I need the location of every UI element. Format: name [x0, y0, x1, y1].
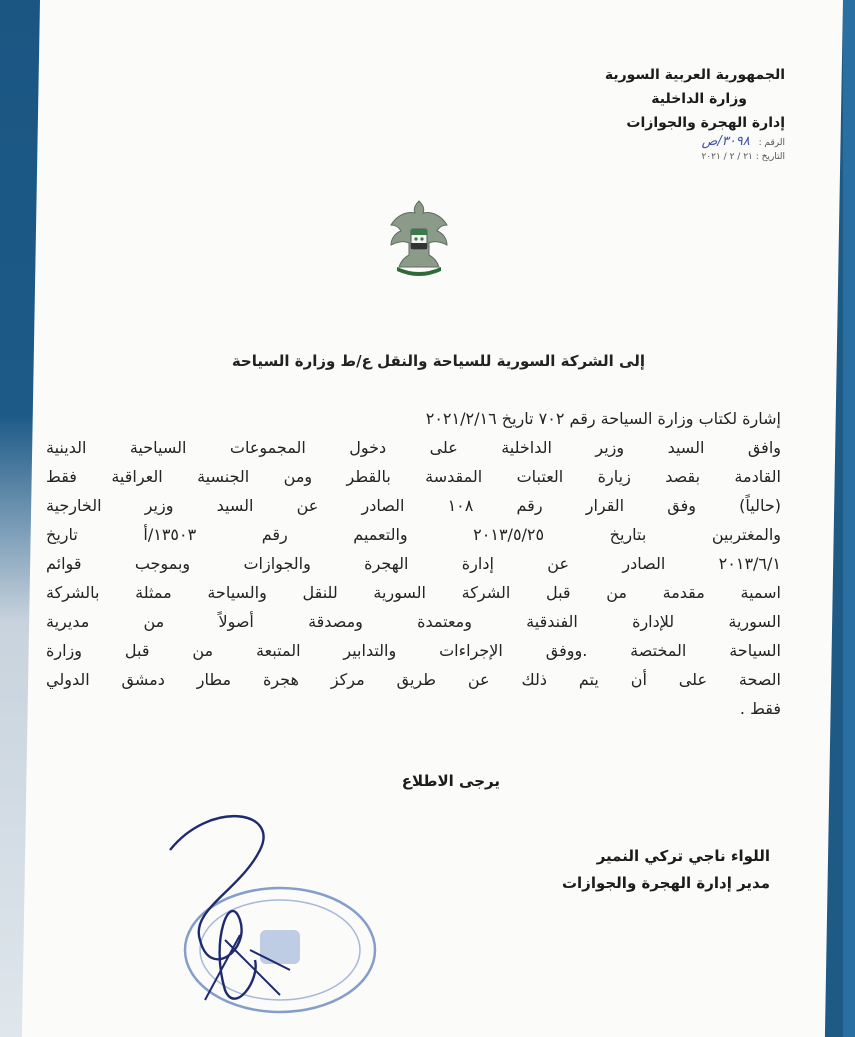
reference-number: [605, 135, 785, 150]
official-stamp-icon: [130, 790, 380, 1030]
body-line: القادمة بقصد زيارة العتبات المقدسة بالقطر ومن الجنسية العراقية فقط: [46, 467, 781, 486]
letterhead: [605, 63, 785, 164]
letterhead-department: إدارة الهجرة والجوازات: [626, 115, 785, 131]
signatory-name: اللواء ناجي تركي النمير: [596, 847, 770, 865]
body-line: (حالياً) وفق القرار رقم ١٠٨ الصادر عن السيد وزير الخارجية: [46, 496, 781, 515]
body-line: فقط .: [739, 699, 781, 718]
reference-date-label: التاريخ :: [755, 152, 785, 162]
body-line: اسمية مقدمة من قبل الشركة السورية للنقل والسياحة ممثلة بالشركة: [46, 583, 781, 602]
body-line: الصحة على أن يتم ذلك عن طريق مركز هجرة مطار دمشق الدولي: [46, 670, 781, 689]
body-line: وافق السيد وزير الداخلية على دخول المجموعات السياحية الدينية: [46, 438, 781, 457]
closing-line: يرجى الاطلاع: [401, 772, 500, 790]
body-line: إشارة لكتاب وزارة السياحة رقم ٧٠٢ تاريخ ٢٠٢١/٢/١٦: [425, 409, 781, 428]
signatory-title: مدير إدارة الهجرة والجوازات: [561, 874, 770, 892]
body-line: السورية للإدارة الفندقية ومعتمدة ومصدقة أصولاً من مديرية: [46, 612, 781, 631]
body-line: ٢٠١٣/٦/١ الصادر عن إدارة الهجرة والجوازات وبموجب قوائم: [46, 554, 781, 573]
body-line: السياحة المختصة .ووفق الإجراءات والتدابير المتبعة من قبل وزارة: [46, 641, 781, 660]
signature-block: [562, 843, 770, 897]
letterhead-country: الجمهورية العربية السورية: [604, 67, 785, 83]
addressee-line: إلى الشركة السورية للسياحة والنقل ع/ط وزارة السياحة: [231, 352, 645, 370]
reference-number-label: الرقم :: [758, 138, 785, 148]
reference-number-value: ٣٠٩٨/ص: [701, 134, 750, 149]
body-line: والمغتربين بتاريخ ٢٠١٣/٥/٢٥ والتعميم رقم ١٣٥٠٣/أ تاريخ: [46, 525, 781, 544]
letterhead-ministry: وزارة الداخلية: [651, 91, 747, 107]
reference-date-value: ٢١ / ٢ / ٢٠٢١: [701, 152, 753, 162]
letter-body: [46, 404, 781, 723]
reference-date: [605, 150, 785, 164]
eagle-emblem-icon: [385, 195, 453, 277]
